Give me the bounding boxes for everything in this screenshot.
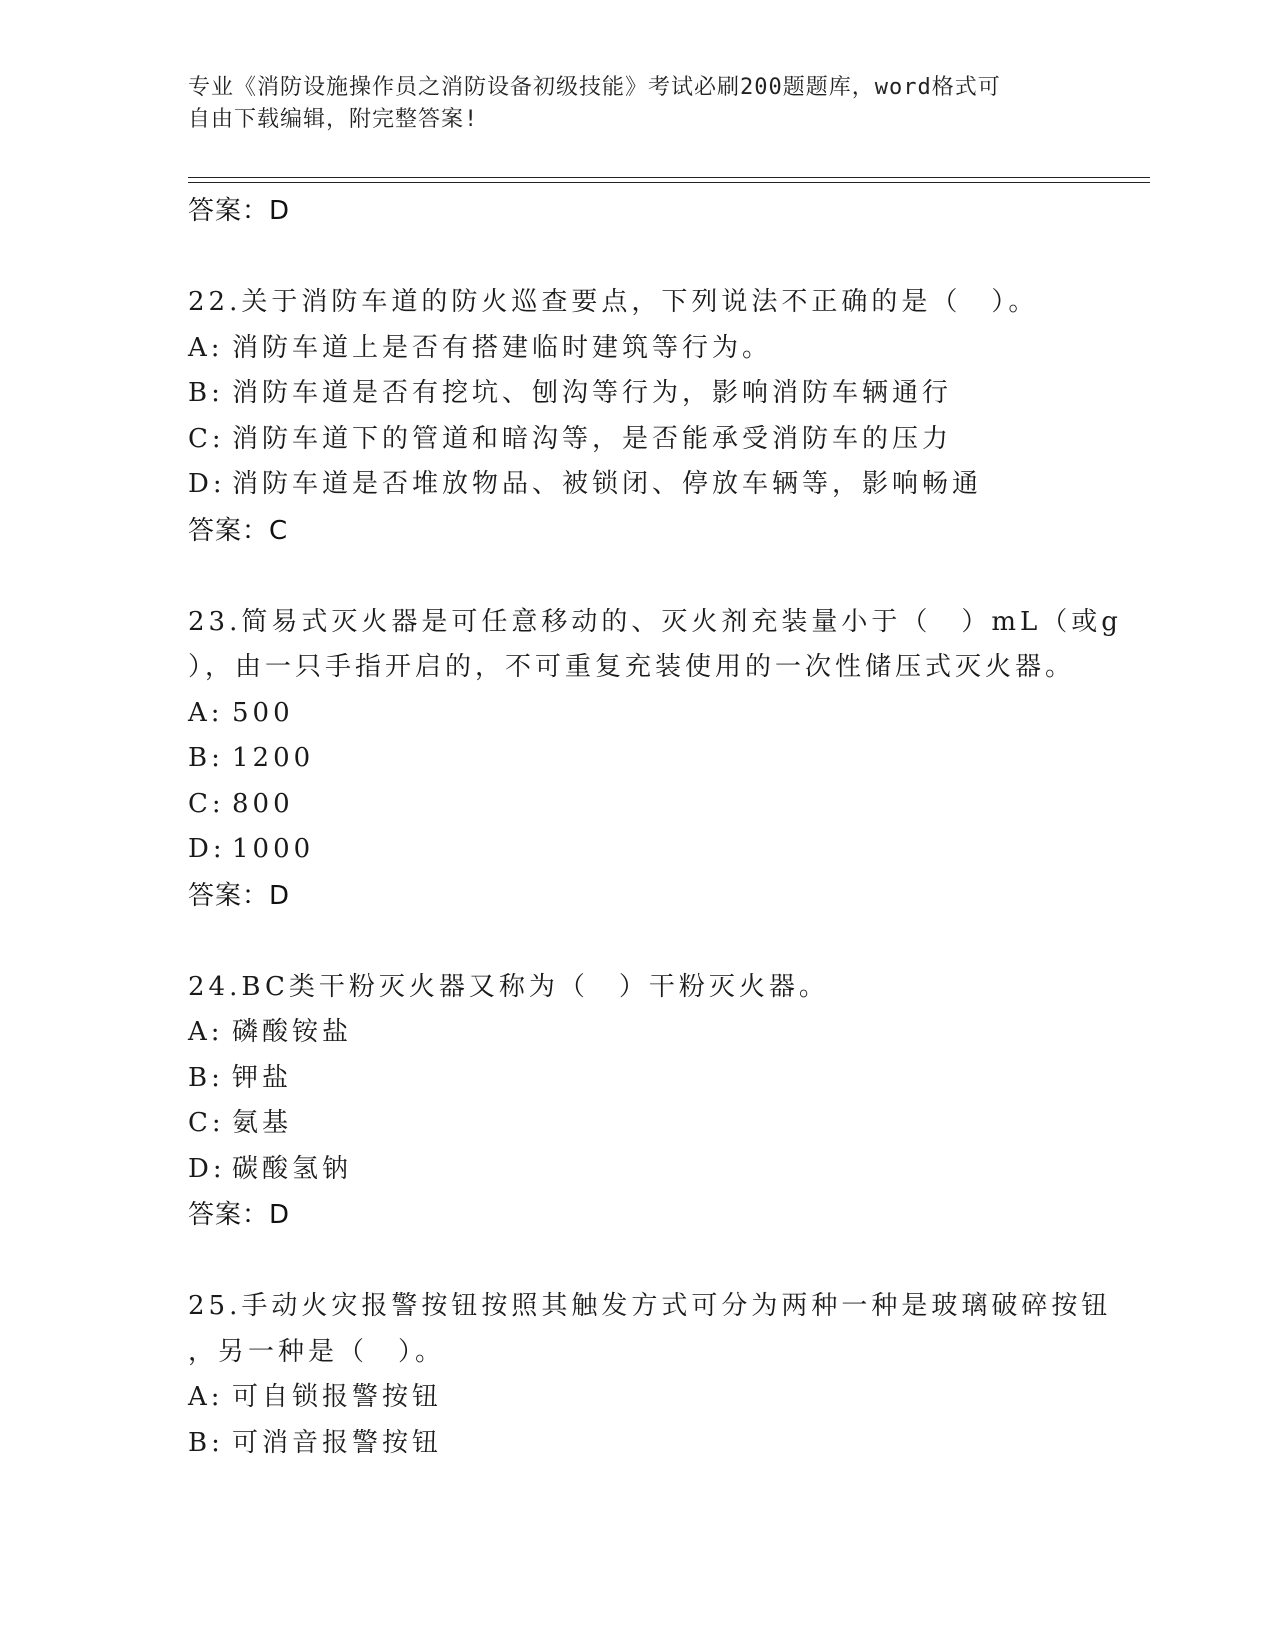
option-b bbox=[188, 1056, 1088, 1102]
option-text: 1200 bbox=[232, 743, 315, 773]
option-key: D: bbox=[188, 469, 226, 499]
option-text: 可消音报警按钮 bbox=[232, 1427, 443, 1458]
question-text: 23.简易式灭火器是可任意移动的、灭火剂充装量小于（ ）mL（或g bbox=[188, 606, 1122, 637]
option-text: 氨基 bbox=[232, 1108, 293, 1138]
question-text-continued: ，另一种是（ ）。 bbox=[188, 1336, 446, 1367]
block-spacer bbox=[188, 919, 1088, 965]
option-c bbox=[188, 1101, 1088, 1147]
question-list bbox=[188, 188, 1122, 1466]
option-a bbox=[188, 326, 1088, 372]
option-key: B: bbox=[188, 378, 224, 408]
header-line-2: 自由下载编辑，附完整答案! bbox=[188, 107, 479, 132]
option-c bbox=[188, 417, 1088, 463]
option-text: 碳酸氢钠 bbox=[232, 1153, 353, 1184]
option-key: C: bbox=[188, 1108, 225, 1138]
header-rule-bottom bbox=[188, 182, 1150, 183]
option-key: A: bbox=[188, 1382, 224, 1412]
option-key: D: bbox=[188, 1153, 226, 1184]
option-text: 可自锁报警按钮 bbox=[232, 1382, 443, 1412]
question-block-22 bbox=[188, 280, 1088, 554]
option-key: A: bbox=[188, 1017, 224, 1047]
option-key: B: bbox=[188, 1427, 224, 1458]
answer-line: 答案：D bbox=[188, 1200, 291, 1230]
header-line-1: 专业《消防设施操作员之消防设备初级技能》考试必刷200题题库，word格式可 bbox=[188, 75, 1001, 100]
option-text: 500 bbox=[232, 697, 294, 728]
option-b bbox=[188, 1421, 1088, 1467]
header-rule-top bbox=[188, 177, 1150, 178]
answer-line: 答案：D bbox=[188, 196, 291, 226]
document-header bbox=[188, 72, 1068, 136]
question-block-24 bbox=[188, 965, 1088, 1239]
option-key: C: bbox=[188, 788, 225, 819]
option-text: 800 bbox=[232, 788, 294, 819]
question-text-continued: ），由一只手指开启的，不可重复充装使用的一次性储压式灭火器。 bbox=[188, 652, 1076, 682]
option-text: 消防车道是否有挖坑、刨沟等行为，影响消防车辆通行 bbox=[232, 378, 953, 408]
option-key: C: bbox=[188, 423, 225, 454]
option-a bbox=[188, 1010, 1088, 1056]
option-b bbox=[188, 371, 1088, 417]
option-d bbox=[188, 1147, 1088, 1193]
option-c bbox=[188, 782, 1088, 828]
option-d bbox=[188, 462, 1088, 508]
option-text: 消防车道是否堆放物品、被锁闭、停放车辆等，影响畅通 bbox=[232, 469, 983, 499]
question-block-25 bbox=[188, 1284, 1112, 1466]
option-key: B: bbox=[188, 1062, 224, 1093]
option-key: B: bbox=[188, 743, 224, 773]
option-text: 消防车道下的管道和暗沟等，是否能承受消防车的压力 bbox=[232, 423, 953, 454]
option-text: 钾盐 bbox=[232, 1062, 293, 1093]
option-a bbox=[188, 1375, 1088, 1421]
answer-line: 答案：C bbox=[188, 515, 289, 546]
block-spacer bbox=[188, 234, 1088, 280]
question-block-23 bbox=[188, 600, 1122, 919]
answer-line: 答案：D bbox=[188, 880, 291, 911]
question-text: 22.关于消防车道的防火巡查要点，下列说法不正确的是（ ）。 bbox=[188, 287, 1039, 317]
option-key: D: bbox=[188, 834, 226, 864]
option-d bbox=[188, 827, 1088, 873]
question-block-21 bbox=[188, 188, 1088, 234]
option-text: 消防车道上是否有搭建临时建筑等行为。 bbox=[232, 332, 773, 363]
question-text: 24.BC类干粉灭火器又称为（ ）干粉灭火器。 bbox=[188, 971, 829, 1002]
question-text: 25.手动火灾报警按钮按照其触发方式可分为两种一种是玻璃破碎按钮 bbox=[188, 1291, 1112, 1321]
block-spacer bbox=[188, 554, 1088, 600]
option-b bbox=[188, 736, 1088, 782]
option-text: 磷酸铵盐 bbox=[232, 1017, 353, 1047]
option-key: A: bbox=[188, 332, 224, 363]
option-a bbox=[188, 691, 1088, 737]
block-spacer bbox=[188, 1238, 1088, 1284]
option-key: A: bbox=[188, 697, 224, 728]
option-text: 1000 bbox=[232, 834, 315, 864]
